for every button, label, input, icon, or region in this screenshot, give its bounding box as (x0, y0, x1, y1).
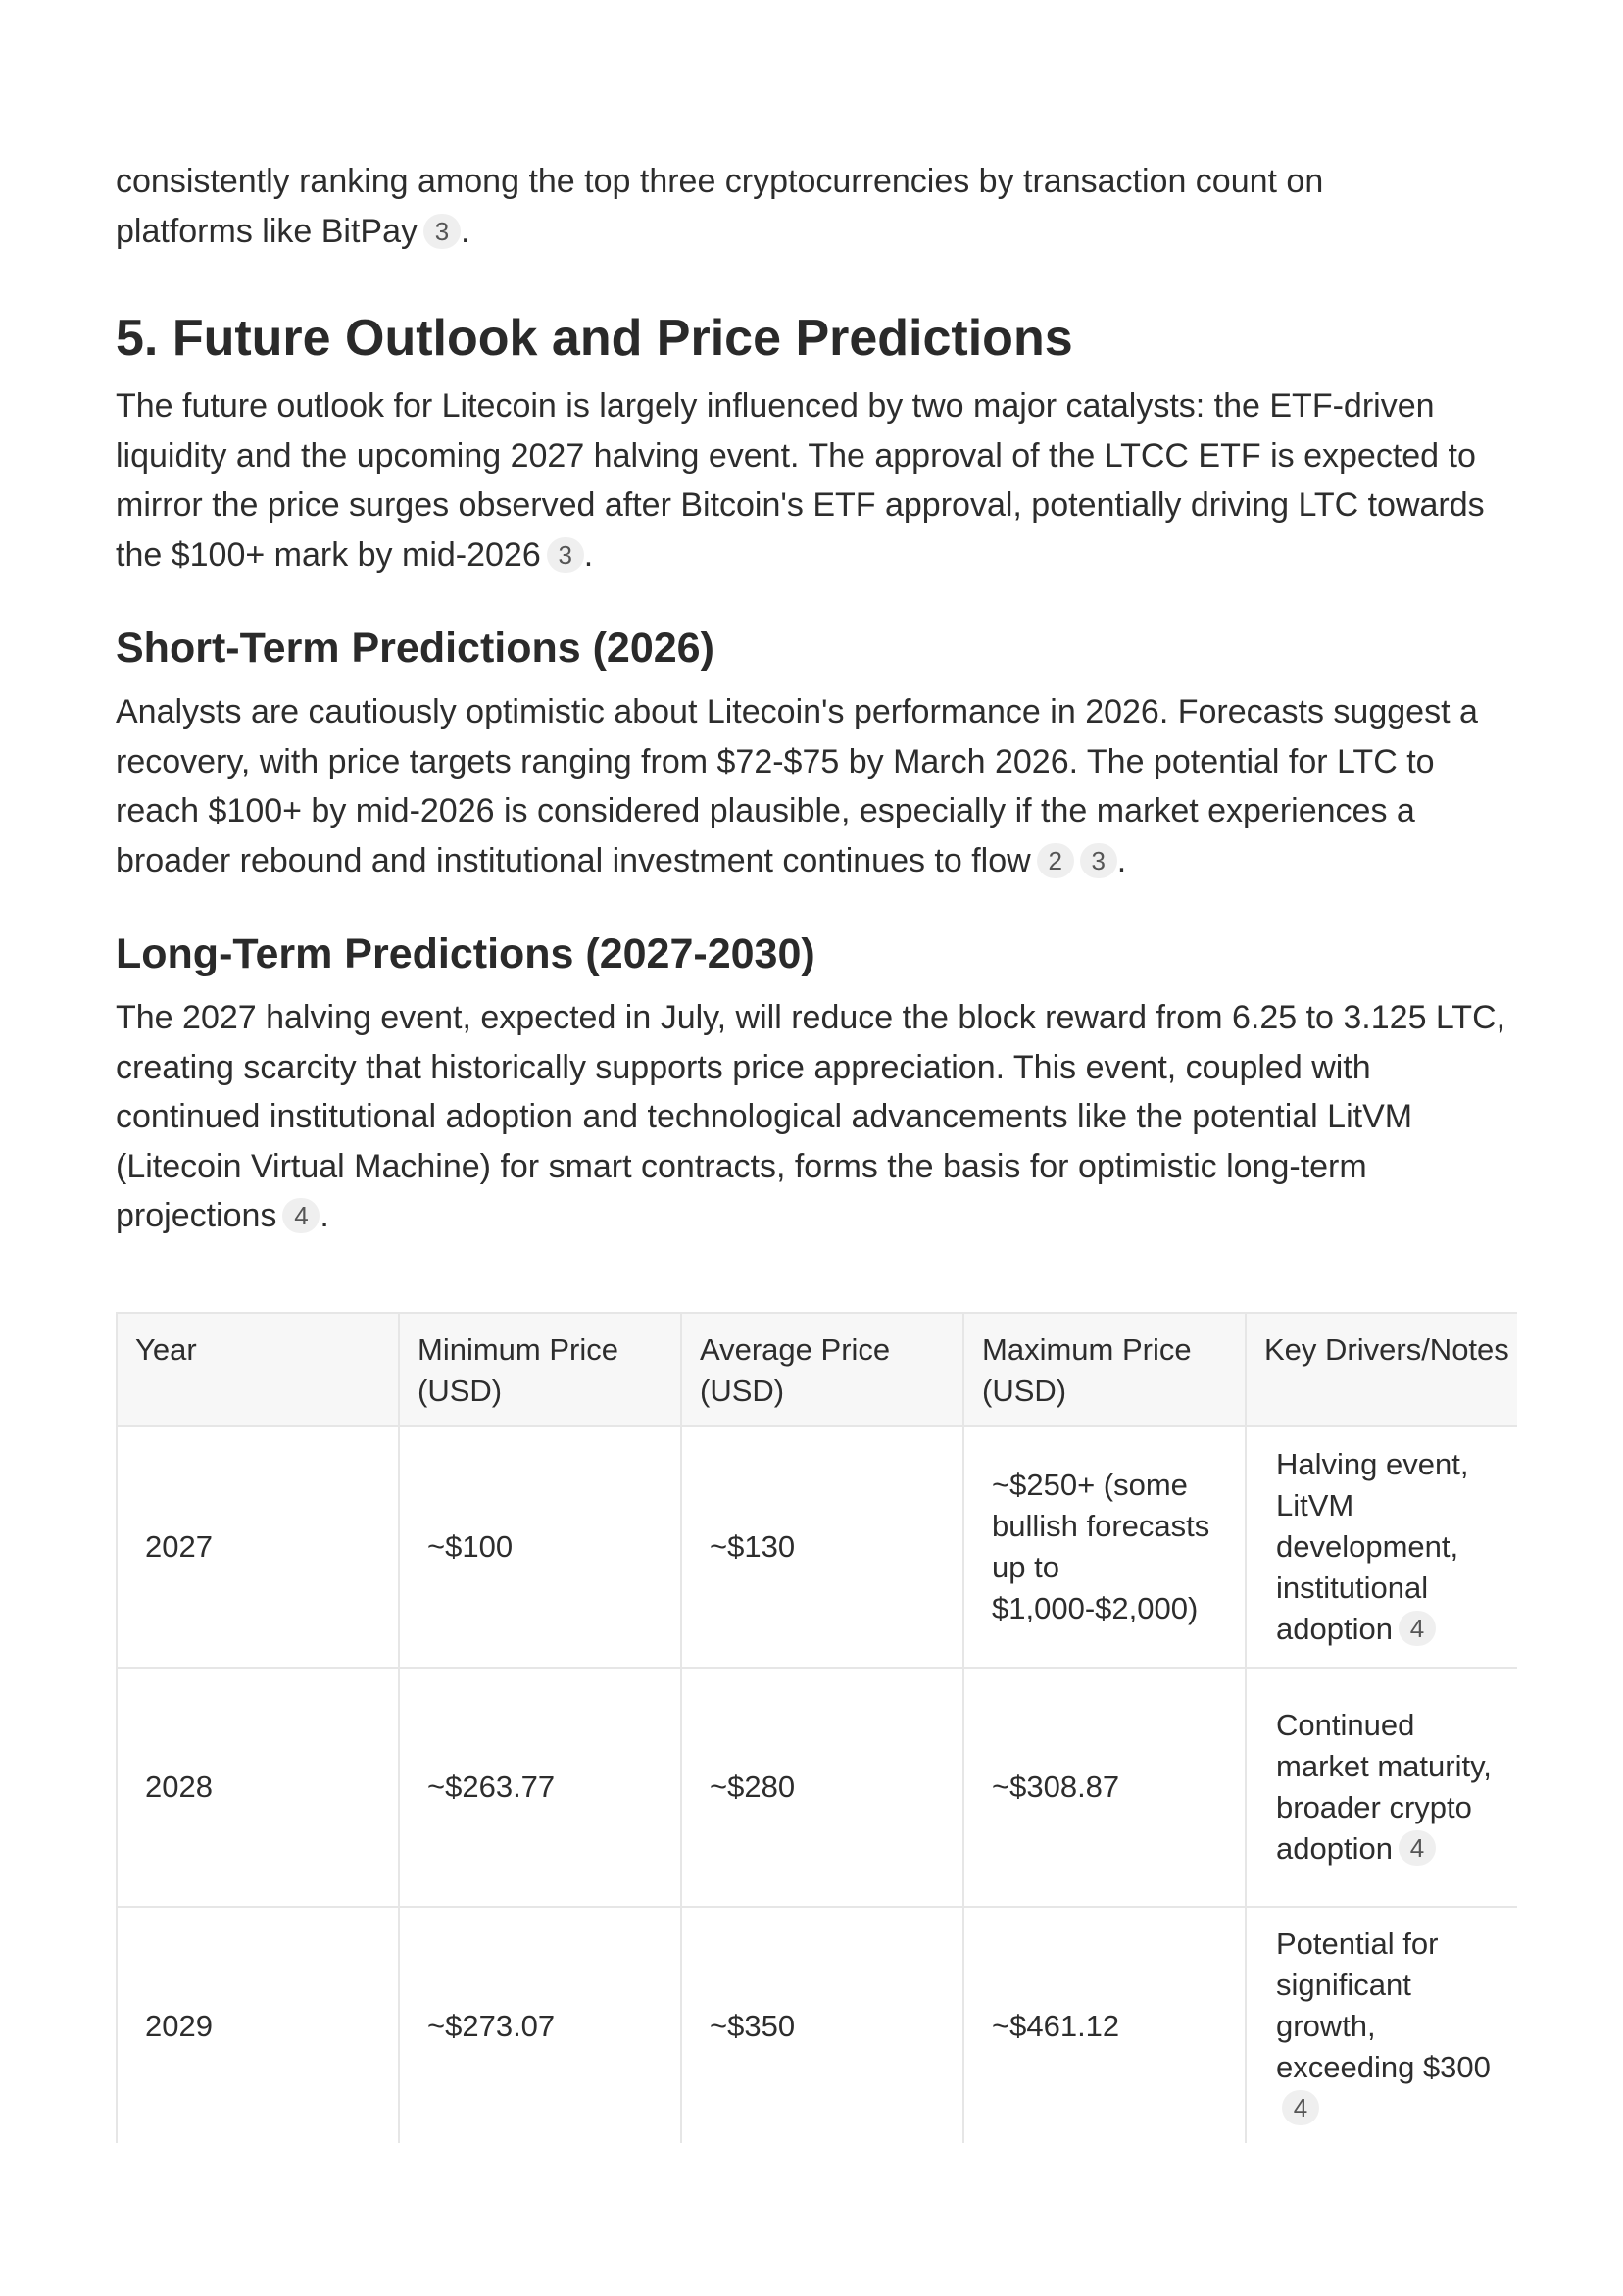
header-minimum-price: Minimum Price (USD) (399, 1313, 681, 1426)
document-body (116, 157, 1517, 1241)
header-key-drivers: Key Drivers/Notes (1246, 1313, 1517, 1426)
citation-badge[interactable]: 4 (1399, 1830, 1436, 1866)
citation-badge[interactable]: 3 (547, 537, 584, 573)
citation-badge[interactable]: 4 (1282, 2090, 1319, 2125)
long-term-heading: Long-Term Predictions (2027-2030) (116, 930, 815, 977)
short-term-paragraph: Analysts are cautiously optimistic about Litecoin's performance in 2026. Forecasts suggest a recovery, with price targets ranging from $72-$75 by March 2026. The potential for LTC to reach $100+ by mid-2026 is considered plausible, especially if the market experiences a broader rebound and institutional investment continues to flow 2 3 . (116, 693, 1478, 879)
notes-text: Potential for significant growth, exceeding $300 (1276, 1926, 1491, 2084)
citation-badge[interactable]: 2 (1037, 843, 1074, 878)
table-row (117, 1907, 1517, 2143)
cell-year: 2029 (117, 1907, 399, 2143)
short-term-heading: Short-Term Predictions (2026) (116, 624, 714, 672)
long-term-text: The 2027 halving event, expected in July, will reduce the block reward from 6.25 to 3.125 LTC, creating scarcity that historically supports price appreciation. This event, coupled with continued institutional adoption and technological advancements like the potential LitVM (Litecoin Virtual Machine) for smart contracts, forms the basis for optimistic long-term projections (116, 999, 1506, 1234)
citation-badge[interactable]: 4 (1399, 1611, 1436, 1646)
cell-avg-price: ~$280 (681, 1668, 963, 1907)
table-row (117, 1668, 1517, 1907)
prediction-table-container[interactable] (116, 1312, 1517, 2143)
cell-notes (1246, 1668, 1517, 1907)
cell-notes (1246, 1426, 1517, 1668)
header-average-price: Average Price (USD) (681, 1313, 963, 1426)
citation-badge[interactable]: 3 (423, 214, 461, 249)
section-title: 5. Future Outlook and Price Predictions (116, 310, 1073, 367)
prediction-table (116, 1312, 1517, 2143)
cell-min-price: ~$263.77 (399, 1668, 681, 1907)
long-term-paragraph: The 2027 halving event, expected in July, will reduce the block reward from 6.25 to 3.125 LTC, creating scarcity that historically supports price appreciation. This event, coupled with continued institutional adoption and technological advancements like the potential LitVM (Litecoin Virtual Machine) for smart contracts, forms the basis for optimistic long-term projections 4 . (116, 999, 1506, 1234)
section-text: The future outlook for Litecoin is largely influenced by two major catalysts: the ETF-driven liquidity and the upcoming 2027 halving event. The approval of the LTCC ETF is expected to mirror the price surges observed after Bitcoin's ETF approval, potentially driving LTC towards the $100+ mark by mid-2026 (116, 387, 1485, 574)
cell-max-price: ~$461.12 (963, 1907, 1246, 2143)
notes-text: Halving event, LitVM development, institutional adoption (1276, 1447, 1469, 1646)
citation-badge[interactable]: 4 (282, 1198, 320, 1233)
cell-year: 2027 (117, 1426, 399, 1668)
cell-max-price: ~$308.87 (963, 1668, 1246, 1907)
table-row (117, 1426, 1517, 1668)
short-term-text: Analysts are cautiously optimistic about Litecoin's performance in 2026. Forecasts suggest a recovery, with price targets ranging from $72-$75 by March 2026. The potential for LTC to reach $100+ by mid-2026 is considered plausible, especially if the market experiences a broader rebound and institutional investment continues to flow (116, 693, 1478, 879)
cell-year: 2028 (117, 1668, 399, 1907)
cell-min-price: ~$100 (399, 1426, 681, 1668)
table-header-row (117, 1313, 1517, 1426)
citation-badge[interactable]: 3 (1080, 843, 1117, 878)
cell-avg-price: ~$130 (681, 1426, 963, 1668)
cell-max-price: ~$250+ (some bullish forecasts up to $1,000-$2,000) (963, 1426, 1246, 1668)
header-year: Year (117, 1313, 399, 1426)
intro-paragraph: consistently ranking among the top three cryptocurrencies by transaction count on platforms like BitPay 3 . (116, 163, 1324, 250)
intro-text: consistently ranking among the top three cryptocurrencies by transaction count on platforms like BitPay (116, 163, 1324, 250)
notes-text: Continued market maturity, broader crypto adoption (1276, 1708, 1492, 1866)
section-paragraph: The future outlook for Litecoin is largely influenced by two major catalysts: the ETF-driven liquidity and the upcoming 2027 halving event. The approval of the LTCC ETF is expected to mirror the price surges observed after Bitcoin's ETF approval, potentially driving LTC towards the $100+ mark by mid-2026 3 . (116, 387, 1485, 574)
cell-avg-price: ~$350 (681, 1907, 963, 2143)
header-maximum-price: Maximum Price (USD) (963, 1313, 1246, 1426)
cell-min-price: ~$273.07 (399, 1907, 681, 2143)
cell-notes (1246, 1907, 1517, 2143)
